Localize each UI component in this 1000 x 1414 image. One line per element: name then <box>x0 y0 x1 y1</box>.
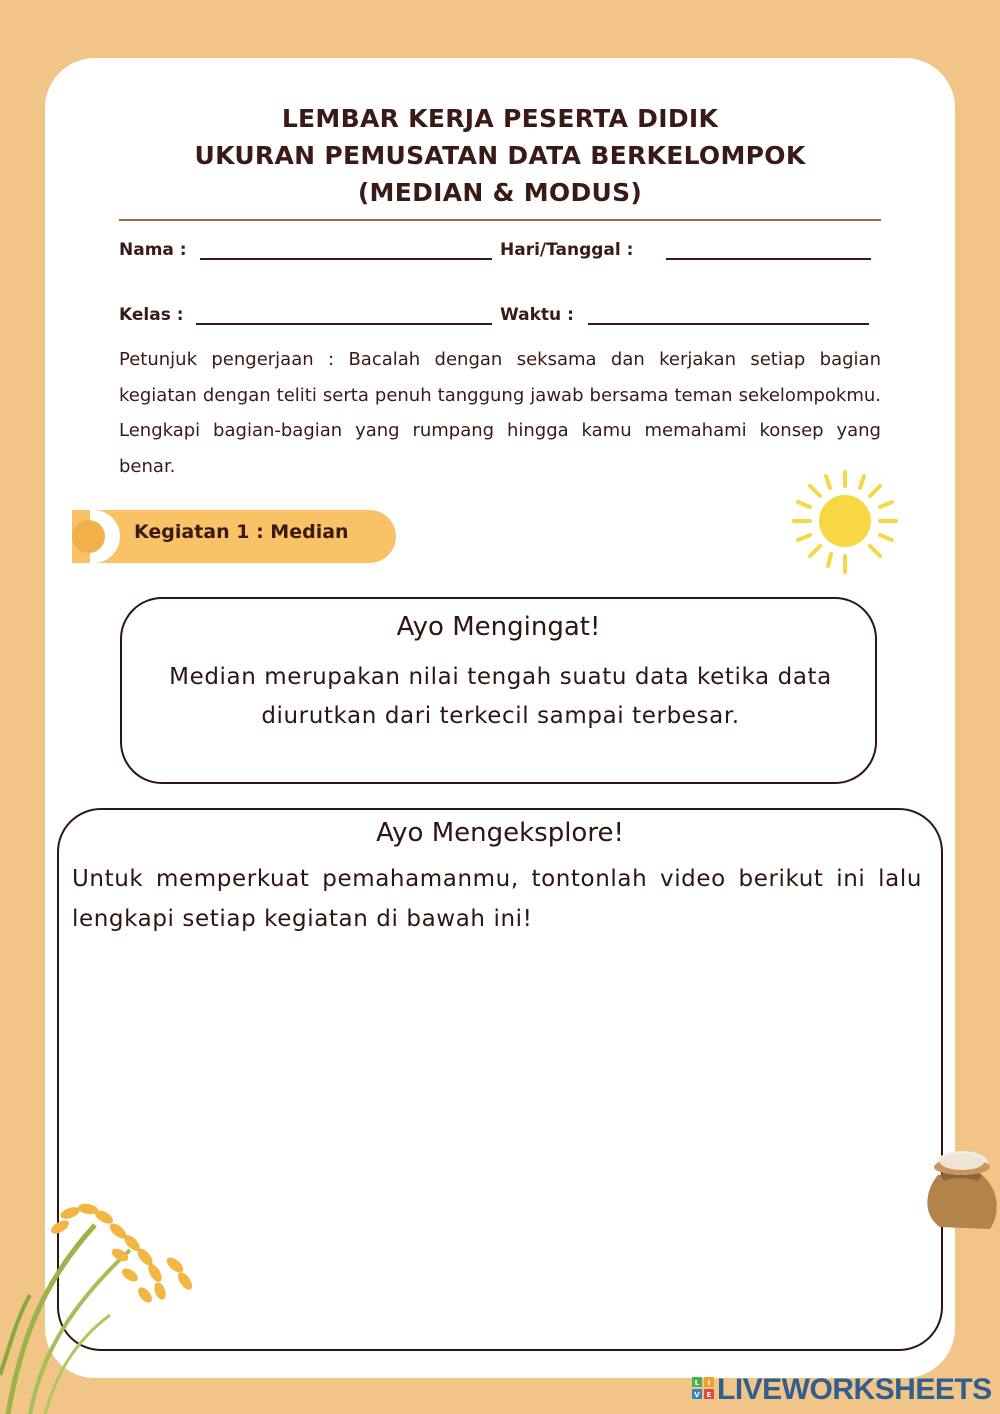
liveworksheets-logo-icon <box>692 1377 714 1399</box>
nama-input-line[interactable] <box>200 258 492 260</box>
kelas-label: Kelas : <box>119 305 184 325</box>
title-divider <box>119 219 881 221</box>
rice-stalk-icon <box>0 1195 210 1414</box>
activity-label: Kegiatan 1 : Median <box>134 521 349 543</box>
svg-text:E: E <box>706 1391 712 1399</box>
kelas-input-line[interactable] <box>196 323 492 325</box>
hari-tanggal-input-line[interactable] <box>666 258 871 260</box>
liveworksheets-text: LIVEWORKSHEETS <box>717 1373 992 1406</box>
waktu-label: Waktu : <box>500 305 574 325</box>
remember-heading: Ayo Mengingat! <box>396 612 601 642</box>
explore-body: Untuk memperkuat pemahamanmu, tontonlah video berikut ini lalu lengkapi setiap kegiatan di bawah ini! <box>72 866 922 932</box>
rice-sack-icon <box>920 1145 1000 1230</box>
page-title <box>0 100 1000 211</box>
title-line-3: (MEDIAN & MODUS) <box>357 178 643 207</box>
remember-box <box>120 597 877 784</box>
waktu-input-line[interactable] <box>588 323 869 325</box>
title-line-1: LEMBAR KERJA PESERTA DIDIK <box>281 104 719 133</box>
explore-heading: Ayo Mengeksplore! <box>376 818 624 848</box>
svg-text:L: L <box>694 1379 700 1387</box>
svg-text:I: I <box>707 1379 711 1387</box>
sun-icon <box>788 468 900 580</box>
activity-pill-dot <box>72 520 105 553</box>
remember-body: Median merupakan nilai tengah suatu data ketika data diurutkan dari terkecil sampai terbesar. <box>169 664 832 729</box>
nama-label: Nama : <box>119 240 187 260</box>
instructions-text: Petunjuk pengerjaan : Bacalah dengan seksama dan kerjakan setiap bagian kegiatan dengan teliti serta penuh tanggung jawab bersama teman sekelompokmu. Lengkapi bagian-bagian yang rumpang hingga kamu memahami konsep yang benar. <box>119 349 881 477</box>
title-line-2: UKURAN PEMUSATAN DATA BERKELOMPOK <box>194 141 806 170</box>
hari-tanggal-label: Hari/Tanggal : <box>500 240 634 260</box>
svg-text:V: V <box>694 1391 700 1399</box>
